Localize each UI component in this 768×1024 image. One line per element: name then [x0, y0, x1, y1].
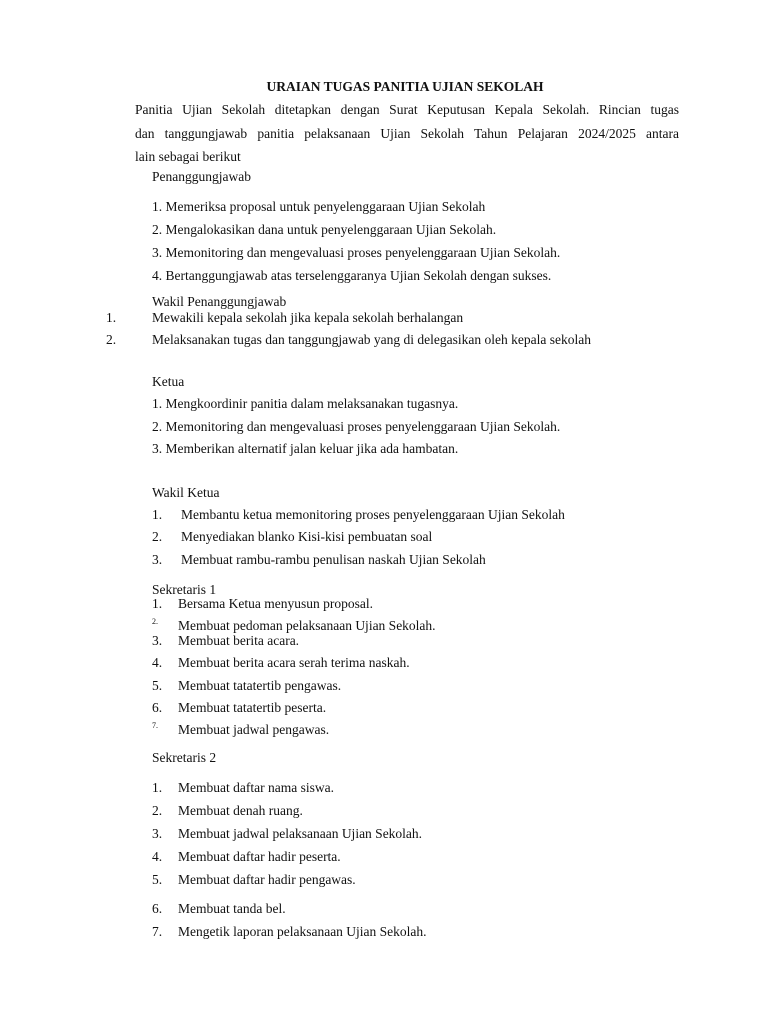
list-number: 3. [152, 826, 163, 841]
intro-line: lain sebagai berikut [135, 149, 241, 164]
list-item: 3. Memonitoring dan mengevaluasi proses penyelenggaraan Ujian Sekolah. [152, 245, 561, 260]
section-heading-wakil-penanggungjawab: Wakil Penanggungjawab [152, 294, 287, 309]
list-item: Membuat tanda bel. [178, 901, 286, 916]
list-item: 2. Mengalokasikan dana untuk penyelenggaraan Ujian Sekolah. [152, 222, 497, 237]
list-number: 1. [152, 507, 163, 522]
section-heading-sekretaris-1: Sekretaris 1 [152, 582, 217, 597]
list-item: Membuat berita acara. [178, 633, 300, 648]
list-item: Mewakili kepala sekolah jika kepala sekolah berhalangan [152, 310, 464, 325]
intro-line: dan tanggungjawab panitia pelaksanaan Ujian Sekolah Tahun Pelajaran 2024/2025 antara [135, 125, 679, 141]
list-number: 1. [106, 310, 117, 325]
list-item: Mengetik laporan pelaksanaan Ujian Sekolah. [178, 924, 427, 939]
list-number: 4. [152, 849, 163, 864]
list-item: Membantu ketua memonitoring proses penyelenggaraan Ujian Sekolah [181, 507, 565, 522]
list-number: 2. [152, 529, 163, 544]
list-item: Bersama Ketua menyusun proposal. [178, 596, 373, 611]
list-number: 4. [152, 655, 163, 670]
list-item: Membuat jadwal pengawas. [178, 722, 330, 737]
intro-paragraph [135, 98, 679, 169]
section-heading-ketua: Ketua [152, 374, 185, 389]
list-item: Membuat tatatertib pengawas. [178, 678, 342, 693]
list-number: 6. [152, 700, 163, 715]
list-item: Membuat rambu-rambu penulisan naskah Ujian Sekolah [181, 552, 486, 567]
list-number: 7. [152, 721, 158, 730]
list-item: 1. Memeriksa proposal untuk penyelenggaraan Ujian Sekolah [152, 199, 486, 214]
list-item: Membuat berita acara serah terima naskah. [178, 655, 410, 670]
list-item: 1. Mengkoordinir panitia dalam melaksanakan tugasnya. [152, 396, 459, 411]
list-number: 6. [152, 901, 163, 916]
list-number: 2. [106, 332, 117, 347]
list-item: Membuat jadwal pelaksanaan Ujian Sekolah. [178, 826, 423, 841]
list-item: Membuat daftar nama siswa. [178, 780, 334, 795]
list-number: 3. [152, 552, 163, 567]
section-heading-wakil-ketua: Wakil Ketua [152, 485, 220, 500]
list-number: 1. [152, 596, 163, 611]
list-number: 5. [152, 678, 163, 693]
list-item: Membuat pedoman pelaksanaan Ujian Sekolah. [178, 618, 436, 633]
list-item: Membuat daftar hadir pengawas. [178, 872, 356, 887]
section-heading-sekretaris-2: Sekretaris 2 [152, 750, 217, 765]
list-item: 4. Bertanggungjawab atas terselenggaranya Ujian Sekolah dengan sukses. [152, 268, 552, 283]
list-item: Menyediakan blanko Kisi-kisi pembuatan soal [181, 529, 433, 544]
document-title: URAIAN TUGAS PANITIA UJIAN SEKOLAH [266, 79, 544, 94]
list-item: Melaksanakan tugas dan tanggungjawab yang di delegasikan oleh kepala sekolah [152, 332, 591, 347]
list-item: Membuat denah ruang. [178, 803, 303, 818]
list-item: Membuat daftar hadir peserta. [178, 849, 341, 864]
list-item: 2. Memonitoring dan mengevaluasi proses penyelenggaraan Ujian Sekolah. [152, 419, 561, 434]
list-item: Membuat tatatertib peserta. [178, 700, 327, 715]
list-item: 3. Memberikan alternatif jalan keluar jika ada hambatan. [152, 441, 459, 456]
intro-line: Panitia Ujian Sekolah ditetapkan dengan Surat Keputusan Kepala Sekolah. Rincian tugas [135, 102, 679, 117]
list-number: 5. [152, 872, 163, 887]
section-heading-penanggungjawab: Penanggungjawab [152, 169, 251, 184]
list-number: 1. [152, 780, 163, 795]
list-number: 3. [152, 633, 163, 648]
list-number: 2. [152, 803, 163, 818]
list-number: 2. [152, 617, 158, 626]
list-number: 7. [152, 924, 163, 939]
